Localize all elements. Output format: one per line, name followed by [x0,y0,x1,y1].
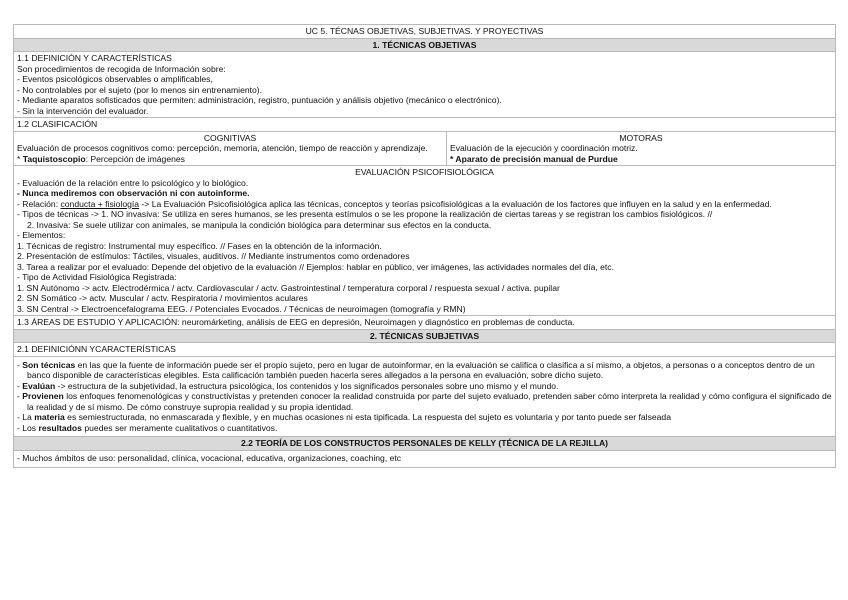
eval-line: 2. SN Somático -> actv. Muscular / actv. Respiratoria / movimientos aculares [17,293,308,303]
motor-cell [447,131,836,166]
eval-relation-underlined: conducta + fisiología [60,198,140,209]
definition-intro: Son procedimientos de recogida de Información sobre: [17,63,226,74]
classification-title-row [14,118,836,132]
areas-row [14,316,836,330]
definition-cell [14,52,836,118]
list-item-bold: materia [34,412,65,422]
cognitive-text: Evaluación de procesos cognitivos como: percepción, memoria, atención, tiempo de reacción y aprendizaje. [17,143,428,153]
list-item-dash: - [17,391,23,401]
list-item-dash: - [17,380,23,391]
eval-line: 2. Invasiva: Se suele utilizar con animales, se manipula la condición biológica para determinar sus efectos en la conducta. [27,219,492,230]
motor-text: Evaluación de la ejecución y coordinación motriz. [450,143,638,153]
list-item-bold: resultados [38,422,82,433]
list-item [17,381,832,392]
kelly-header-row [14,437,836,451]
classification-title: 1.2 CLASIFICACIÓN [14,118,836,132]
eval-line-bold: - Nunca mediremos con observación ni con autoinforme. [17,188,250,198]
eval-line: 1. SN Autónomo -> actv. Electrodérmica / actv. Cardiovascular / actv. Gastrointestinal / temperatura corporal / respuesta sexual / activa. pupilar [17,282,560,293]
definition-title: 1.1 DEFINICIÓN Y CARACTERÍSTICAS [17,53,172,63]
subjective-items-row [14,356,836,437]
motor-tool: * Aparato de precisión manual de Purdue [450,153,618,164]
section-2-header: 2. TÉCNICAS SUBJETIVAS [14,329,836,343]
definition-item: - Sin la intervención del evaluador. [17,105,149,116]
areas-cell: 1.3 ÁREAS DE ESTUDIO Y APLICACIÓN: neuromárketing, análisis de EEG en depresión, Neuroimagen y diagnóstico en problemas de conducta. [14,316,836,330]
summary-table [13,24,836,468]
eval-line: 1. Técnicas de registro: Instrumental muy específico. // Fases en la obtención de la información. [17,240,382,251]
psychophysiological-header: EVALUACIÓN PSICOFISIOLÓGICA [355,167,494,177]
eval-line: 3. SN Central -> Electroencefalograma EEG. / Potenciales Evocados. / Técnicas de neuroimagen (tomografía y RMN) [17,303,466,314]
kelly-items-row [14,450,836,468]
definition-row [14,52,836,118]
list-item-text: -> estructura de la subjetividad, la estructura psicológica, los contenidos y los significados personales sobre uno mismo y el mundo. [55,380,559,391]
list-item-text: en las que la fuente de información puede ser el propio sujeto, pero en lugar de autoinformar, en la evaluación se califica o clasifica a sí mismo, a objetos, a personas o a conceptos dentro de un banco disponible de características elegibles. Esta calificación también pueden hacerla seres allegados a la persona en evaluación, sobre dicho sujeto. [27,359,815,380]
list-item [17,423,832,434]
section-1-header: 1. TÉCNICAS OBJETIVAS [14,38,836,52]
eval-relation-line [17,199,832,210]
eval-relation-rest: -> La Evaluación Psicofisiológica aplica las técnicas, conceptos y teorías psicofisiológicas a la evaluación de los factores que influyen en la salud y en la enfermedad. [139,198,772,209]
title-row [14,25,836,39]
eval-relation-prefix: - Relación: [17,198,61,209]
cognitive-header: COGNITIVAS [203,132,257,143]
list-item-dash: - La [17,412,35,422]
list-item [17,412,832,423]
list-item-text: los enfoques fenomenológicas y constructivistas y pretenden conocer la realidad construida por parte del sujeto evaluado, pretenden saber cómo interpreta la realidad y cómo configura el significado de la realidad y de sí mismo. De cómo construye supropia realidad y su propia identidad. [27,391,832,412]
cognitive-cell [14,131,447,166]
eval-line: 3. Tarea a realizar por el evaluado: Depende del objetivo de la evaluación // Ejemplos: hablar en público, ver imágenes, las actividades normales del día, etc. [17,261,614,272]
definition-item: - No controlables por el sujeto (por lo menos sin entrenamiento). [17,84,263,95]
list-item-text: puedes ser meramente cualitativos o cuantitativos. [81,422,278,433]
kelly-header: 2.2 TEORÍA DE LOS CONSTRUCTOS PERSONALES DE KELLY (TÉCNICA DE LA REJILLA) [14,437,836,451]
subjective-definition-title-row [14,343,836,357]
motor-header: MOTORAS [619,132,663,143]
list-item [17,391,832,412]
subjective-definition-title: 2.1 DEFINICIÓNN YCARACTERÍSTICAS [14,343,836,357]
psychophysiological-row [14,166,836,316]
list-item-bold: Provienen [22,391,64,401]
cognitive-tool-prefix: * [17,153,23,164]
kelly-item: - Muchos ámbitos de uso: personalidad, clínica, vocacional, educativa, organizaciones, coaching, etc [14,450,836,468]
cognitive-tool-name: Taquistoscopio [22,153,86,164]
cognitive-tool [17,154,443,165]
eval-line: 2. Presentación de estímulos: Táctiles, visuales, auditivos. // Mediante instrumentos como ordenadores [17,251,410,261]
eval-line: - Tipos de técnicas -> 1. NO invasiva: Se utiliza en seres humanos, se les presenta estímulos o se les propone la realización de ciertas tareas y se registran los cambios fisiológicos. // [17,209,713,219]
psychophysiological-cell [14,166,836,316]
section-1-header-row [14,38,836,52]
list-item-dash: - Los [17,422,39,433]
list-item-dash: - [17,359,23,370]
list-item-text: es semiestructurada, no enmascarada y flexible, y en muchas ocasiones ni esta tipificada. La respuesta del sujeto es voluntaria y por tanto puede ser falseada [64,412,671,422]
document-title: UC 5. TÉCNAS OBJETIVAS, SUBJETIVAS. Y PROYECTIVAS [14,25,836,39]
document-page [13,24,835,468]
eval-line: - Elementos: [17,230,66,240]
eval-line: - Evaluación de la relación entre lo psicológico y lo biológico. [17,177,249,188]
cognitive-tool-desc: : Percepción de imágenes [85,153,185,164]
list-item [17,360,832,381]
eval-line: - Tipo de Actividad Fisiológica Registrada: [17,272,177,282]
classification-row [14,131,836,166]
definition-item: - Mediante aparatos sofisticados que permiten: administración, registro, puntuación y análisis objetivo (mecánico o electrónico). [17,95,502,105]
section-2-header-row [14,329,836,343]
list-item-bold: Son técnicas [22,359,76,370]
subjective-items-cell [14,356,836,437]
list-item-bold: Evalúan [22,380,56,391]
definition-item: - Eventos psicológicos observables o amplificables, [17,74,213,84]
